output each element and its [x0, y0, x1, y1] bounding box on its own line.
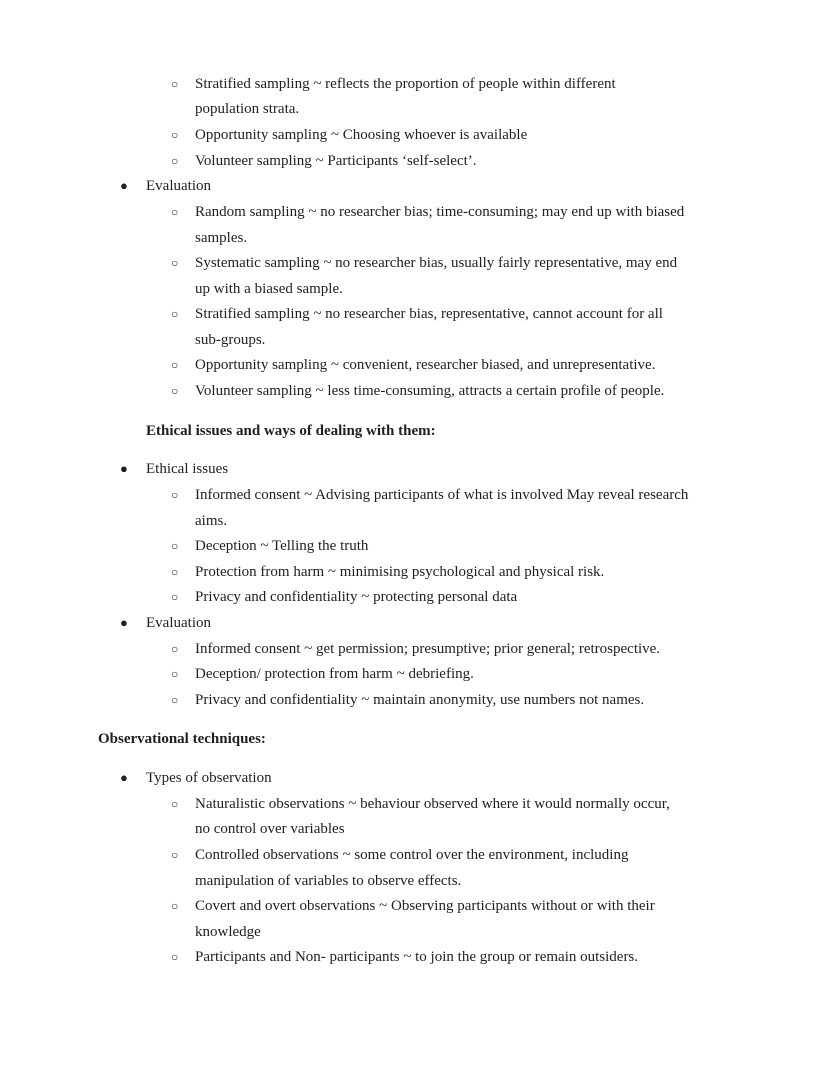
list-item-line: Informed consent ~ get permission; presumptive; prior general; retrospective.: [195, 641, 661, 657]
list-item-line: Deception/ protection from harm ~ debriefing.: [195, 666, 474, 682]
list-marker-circle: ○: [171, 384, 179, 398]
list-marker-circle: ○: [171, 899, 179, 913]
list-item-line: Privacy and confidentiality ~ protecting personal data: [195, 589, 518, 605]
list-marker-circle: ○: [171, 797, 179, 811]
list-marker-circle: ○: [171, 693, 179, 707]
list-marker-circle: ○: [171, 642, 179, 656]
list-marker-circle: ○: [171, 77, 179, 91]
list-marker-circle: ○: [171, 128, 179, 142]
list-item-line: Controlled observations ~ some control over the environment, including: [195, 847, 629, 863]
list-marker-circle: ○: [171, 848, 179, 862]
list-item-line: Informed consent ~ Advising participants of what is involved May reveal research: [195, 487, 689, 503]
list-marker-circle: ○: [171, 205, 179, 219]
list-item-line: Protection from harm ~ minimising psychological and physical risk.: [195, 564, 605, 580]
list-marker-bullet: ●: [120, 770, 128, 785]
list-item-line: Systematic sampling ~ no researcher bias, usually fairly representative, may end: [195, 255, 678, 271]
section-heading-observation: Observational techniques:: [98, 731, 266, 747]
list-item-line: Stratified sampling ~ no researcher bias, representative, cannot account for all: [195, 306, 663, 322]
list-item-line: Stratified sampling ~ reflects the proportion of people within different: [195, 76, 616, 92]
list-marker-circle: ○: [171, 154, 179, 168]
list-item-label: Types of observation: [146, 770, 272, 786]
list-item-line: Volunteer sampling ~ Participants ‘self-select’.: [195, 153, 477, 169]
list-item-label: Ethical issues: [146, 461, 229, 477]
list-item-line: population strata.: [195, 101, 300, 117]
list-marker-bullet: ●: [120, 178, 128, 193]
list-marker-circle: ○: [171, 256, 179, 270]
list-item-line: sub-groups.: [195, 332, 266, 348]
list-marker-circle: ○: [171, 950, 179, 964]
list-item-line: aims.: [195, 513, 228, 529]
list-item-line: Participants and Non- participants ~ to join the group or remain outsiders.: [195, 949, 639, 965]
list-item-line: Opportunity sampling ~ convenient, researcher biased, and unrepresentative.: [195, 357, 656, 373]
list-item-line: Opportunity sampling ~ Choosing whoever is available: [195, 127, 528, 143]
list-marker-circle: ○: [171, 590, 179, 604]
list-item-line: Deception ~ Telling the truth: [195, 538, 369, 554]
list-item-label: Evaluation: [146, 178, 211, 194]
list-item-line: manipulation of variables to observe effects.: [195, 873, 462, 889]
list-marker-bullet: ●: [120, 615, 128, 630]
list-item-line: Naturalistic observations ~ behaviour observed where it would normally occur,: [195, 796, 670, 812]
list-marker-circle: ○: [171, 539, 179, 553]
list-marker-circle: ○: [171, 667, 179, 681]
list-item-line: Covert and overt observations ~ Observing participants without or with their: [195, 898, 655, 914]
list-item-line: no control over variables: [195, 821, 345, 837]
list-marker-circle: ○: [171, 307, 179, 321]
list-marker-bullet: ●: [120, 461, 128, 476]
list-marker-circle: ○: [171, 358, 179, 372]
list-item-line: Volunteer sampling ~ less time-consuming, attracts a certain profile of people.: [195, 383, 665, 399]
list-item-label: Evaluation: [146, 615, 211, 631]
list-item-line: Privacy and confidentiality ~ maintain anonymity, use numbers not names.: [195, 692, 645, 708]
section-heading-ethics: Ethical issues and ways of dealing with them:: [146, 423, 436, 439]
list-item-line: Random sampling ~ no researcher bias; time-consuming; may end up with biased: [195, 204, 685, 220]
list-item-line: knowledge: [195, 924, 261, 940]
list-item-line: samples.: [195, 230, 248, 246]
list-marker-circle: ○: [171, 565, 179, 579]
list-marker-circle: ○: [171, 488, 179, 502]
list-item-line: up with a biased sample.: [195, 281, 343, 297]
